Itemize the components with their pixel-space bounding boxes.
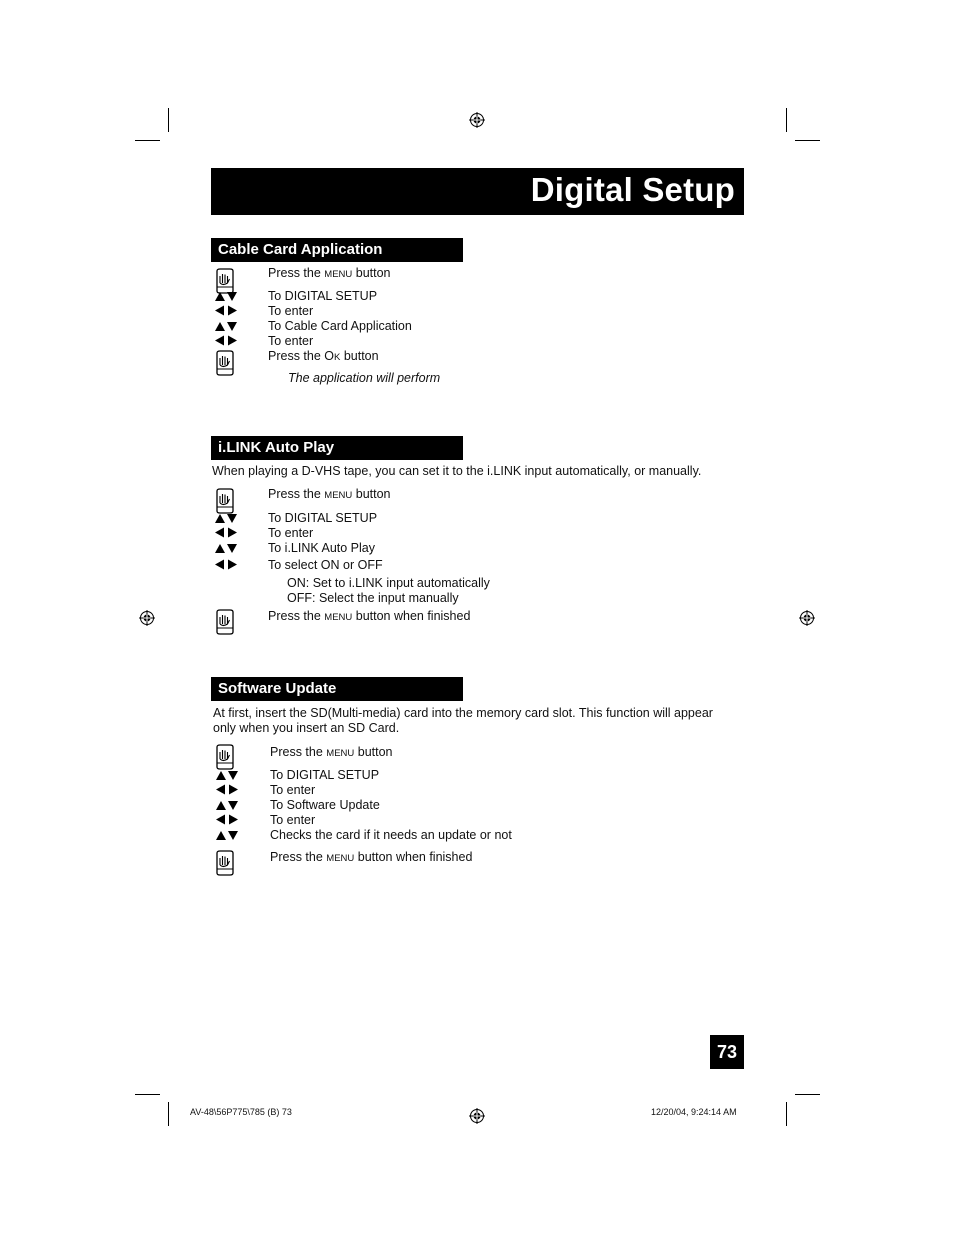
step-text: To DIGITAL SETUP	[270, 768, 380, 782]
step-text: To Cable Card Application	[268, 319, 412, 333]
page-number: 73	[710, 1035, 744, 1069]
section-heading-software-update	[211, 677, 463, 701]
footer-left: AV-48\56P775\785 (B) 73	[190, 1107, 292, 1117]
page-title-bar	[211, 168, 744, 215]
section-intro: When playing a D-VHS tape, you can set it to the i.LINK input automatically, or manually.	[212, 464, 702, 478]
footer-right: 12/20/04, 9:24:14 AM	[651, 1107, 737, 1117]
step-text: To enter	[268, 304, 314, 318]
crop-mark	[795, 140, 820, 141]
up-down-arrows-icon	[214, 291, 238, 302]
registration-mark-icon	[469, 1108, 485, 1124]
section-heading-label: Cable Card Application	[218, 241, 383, 258]
section-intro: At first, insert the SD(Multi-media) card into the memory card slot. This function will appear	[213, 706, 713, 720]
registration-mark-icon	[469, 112, 485, 128]
crop-mark	[786, 108, 787, 132]
remote-button-icon	[213, 850, 237, 876]
step-press-menu: Press the MENU button	[268, 487, 391, 501]
registration-mark-icon	[139, 610, 155, 626]
remote-button-icon	[213, 609, 237, 635]
step-press-menu-finished: Press the MENU button when finished	[270, 850, 473, 864]
step-text: To enter	[268, 334, 314, 348]
crop-mark	[168, 1102, 169, 1126]
step-press-menu: Press the MENU button	[270, 745, 393, 759]
remote-button-icon	[213, 350, 237, 376]
crop-mark	[135, 1094, 160, 1095]
crop-mark	[786, 1102, 787, 1126]
option-text: ON: Set to i.LINK input automatically	[287, 576, 490, 590]
left-right-arrows-icon	[214, 559, 238, 570]
step-text: To DIGITAL SETUP	[268, 289, 378, 303]
left-right-arrows-icon	[214, 527, 238, 538]
left-right-arrows-icon	[215, 784, 239, 795]
up-down-arrows-icon	[214, 321, 238, 332]
step-text: To enter	[268, 526, 314, 540]
step-press-menu: Press the MENU button	[268, 266, 391, 280]
up-down-arrows-icon	[214, 513, 238, 524]
up-down-arrows-icon	[214, 543, 238, 554]
left-right-arrows-icon	[214, 305, 238, 316]
section-heading-label: Software Update	[218, 680, 337, 697]
up-down-arrows-icon	[215, 770, 239, 781]
registration-mark-icon	[799, 610, 815, 626]
option-text: OFF: Select the input manually	[287, 591, 459, 605]
remote-button-icon	[213, 488, 237, 514]
left-right-arrows-icon	[215, 814, 239, 825]
crop-mark	[135, 140, 160, 141]
remote-button-icon	[213, 744, 237, 770]
left-right-arrows-icon	[214, 335, 238, 346]
up-down-arrows-icon	[215, 830, 239, 841]
step-text: To enter	[270, 783, 316, 797]
step-text: To Software Update	[270, 798, 380, 812]
up-down-arrows-icon	[215, 800, 239, 811]
step-press-menu-finished: Press the MENU button when finished	[268, 609, 471, 623]
section-intro: only when you insert an SD Card.	[213, 721, 400, 735]
section-heading-cable-card	[211, 238, 463, 262]
step-text: To enter	[270, 813, 316, 827]
step-text: Checks the card if it needs an update or not	[270, 828, 512, 842]
step-text: To DIGITAL SETUP	[268, 511, 378, 525]
crop-mark	[795, 1094, 820, 1095]
section-heading-ilink	[211, 436, 463, 460]
page-title: Digital Setup	[530, 171, 735, 208]
step-press-ok: Press the OK button	[268, 349, 379, 363]
note-text: The application will perform	[288, 371, 441, 385]
crop-mark	[168, 108, 169, 132]
step-text: To i.LINK Auto Play	[268, 541, 376, 555]
step-text: To select ON or OFF	[268, 558, 383, 572]
section-heading-label: i.LINK Auto Play	[218, 439, 335, 456]
